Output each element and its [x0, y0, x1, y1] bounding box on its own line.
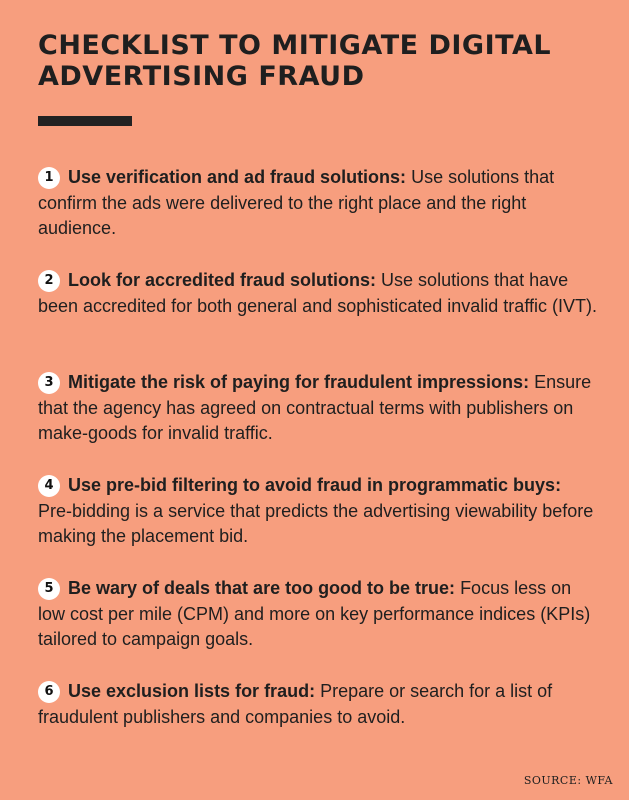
- item-heading: Use exclusion lists for fraud:: [68, 681, 316, 701]
- item-heading: Mitigate the risk of paying for fraudulent impressions:: [68, 372, 530, 392]
- title-divider: [38, 116, 132, 126]
- checklist-item-3: [38, 370, 598, 447]
- checklist-item-4: [38, 473, 598, 550]
- item-heading: Look for accredited fraud solutions:: [68, 270, 377, 290]
- number-badge: 6: [38, 681, 60, 703]
- item-text: Pre-bidding is a service that predicts the advertising viewability before making the placement bid.: [38, 500, 594, 546]
- title-line-1: CHECKLIST TO MITIGATE DIGITAL: [38, 30, 552, 61]
- number-badge: 1: [38, 167, 60, 189]
- number-badge: 4: [38, 475, 60, 497]
- number-badge: 5: [38, 578, 60, 600]
- checklist-item-2: [38, 268, 598, 319]
- item-text: Prepare or search for a list of fraudulent publishers and companies to avoid.: [38, 681, 553, 727]
- item-heading: Use verification and ad fraud solutions:: [68, 167, 407, 187]
- number-badge: 2: [38, 270, 60, 292]
- item-heading: Use pre-bid filtering to avoid fraud in programmatic buys:: [68, 475, 562, 495]
- checklist-item-6: [38, 679, 598, 730]
- checklist-item-5: [38, 576, 598, 653]
- checklist-item-1: [38, 165, 598, 242]
- title-line-2: ADVERTISING FRAUD: [38, 61, 365, 92]
- number-badge: 3: [38, 372, 60, 394]
- page-title: [38, 30, 598, 92]
- item-text: Focus less on low cost per mile (CPM) and more on key performance indices (KPIs) tailored to campaign goals.: [38, 578, 591, 649]
- source-credit: SOURCE: WFA: [523, 774, 613, 787]
- item-text: Use solutions that have been accredited for both general and sophisticated invalid traffic (IVT).: [38, 270, 597, 316]
- item-text: Use solutions that confirm the ads were delivered to the right place and the right audience.: [38, 167, 555, 238]
- item-heading: Be wary of deals that are too good to be true:: [68, 578, 456, 598]
- item-text: Ensure that the agency has agreed on contractual terms with publishers on make-goods for invalid traffic.: [38, 372, 592, 443]
